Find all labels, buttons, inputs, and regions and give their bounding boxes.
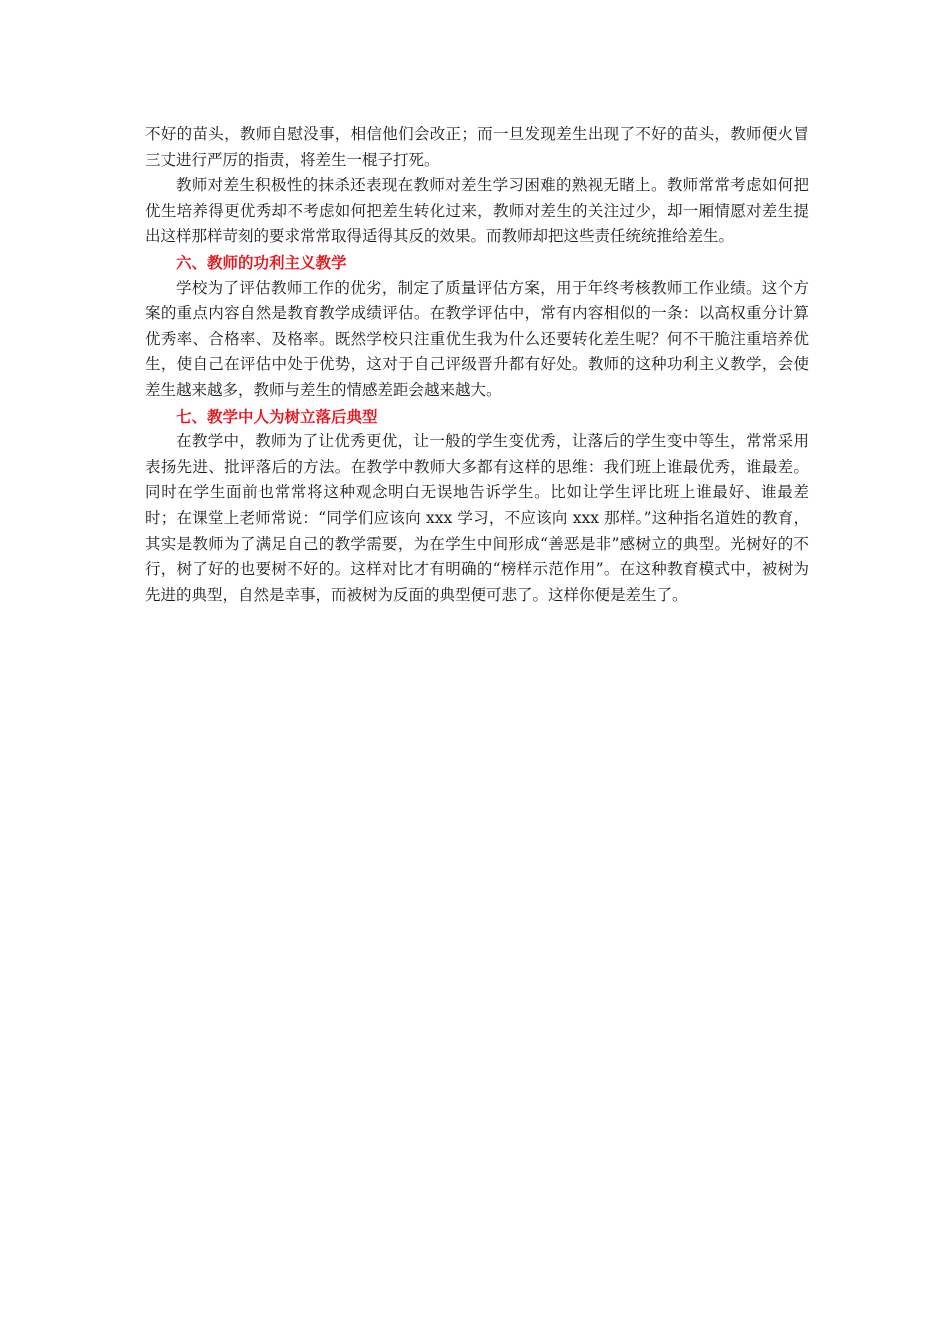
section-heading-seven: 七、教学中人为树立落后典型 — [176, 406, 378, 426]
paragraph-utilitarian-teaching: 学校为了评估教师工作的优劣，制定了质量评估方案，用于年终考核教师工作业绩。这个方案的重点内容自然是教育教学成绩评估。在教学评估中，常有内容相似的一条：以高权重分计算优秀率、合格率、及格率。既然学校只注重优生我为什么还要转化差生呢？何不干脆注重培养优生，使自己在评估中处于优势，这对于自己评级晋升都有好处。教师的这种功利主义教学，会使差生越来越多，教师与差生的情感差距会越来越大。 — [145, 278, 809, 399]
paragraph-backward-examples: 在教学中，教师为了让优秀更优，让一般的学生变优秀，让落后的学生变中等生，常常采用表扬先进、批评落后的方法。在教学中教师大多都有这样的思维：我们班上谁最优秀，谁最差。同时在学生面前也常常将这种观念明白无误地告诉学生。比如让学生评比班上谁最好、谁最差时；在课堂上老师常说：“同学们应该向 xxx 学习，不应该向 xxx 那样。”这种指名道姓的教育，其实是教师为了满足自己的教学需要，为在学生中间形成“善恶是非”感树立的典型。光树好的不行，树了好的也要树不好的。这样对比才有明确的“榜样示范作用”。在这种教育模式中，被树为先进的典型，自然是幸事，而被树为反面的典型便可悲了。这样你便是差生了。 — [145, 432, 809, 604]
paragraph-teacher-neglect: 教师对差生积极性的抹杀还表现在教师对差生学习困难的熟视无睹上。教师常常考虑如何把优生培养得更优秀却不考虑如何把差生转化过来，教师对差生的关注过少，却一厢情愿对差生提出这样那样苛刻的要求常常取得适得其反的效果。而教师却把这些责任统统推给差生。 — [145, 176, 809, 246]
section-heading-six: 六、教师的功利主义教学 — [176, 252, 347, 272]
paragraph-continuation: 不好的苗头，教师自慰没事，相信他们会改正；而一旦发现差生出现了不好的苗头，教师便火冒三丈进行严厉的指责，将差生一棍子打死。 — [145, 125, 809, 169]
document-page — [145, 122, 809, 608]
